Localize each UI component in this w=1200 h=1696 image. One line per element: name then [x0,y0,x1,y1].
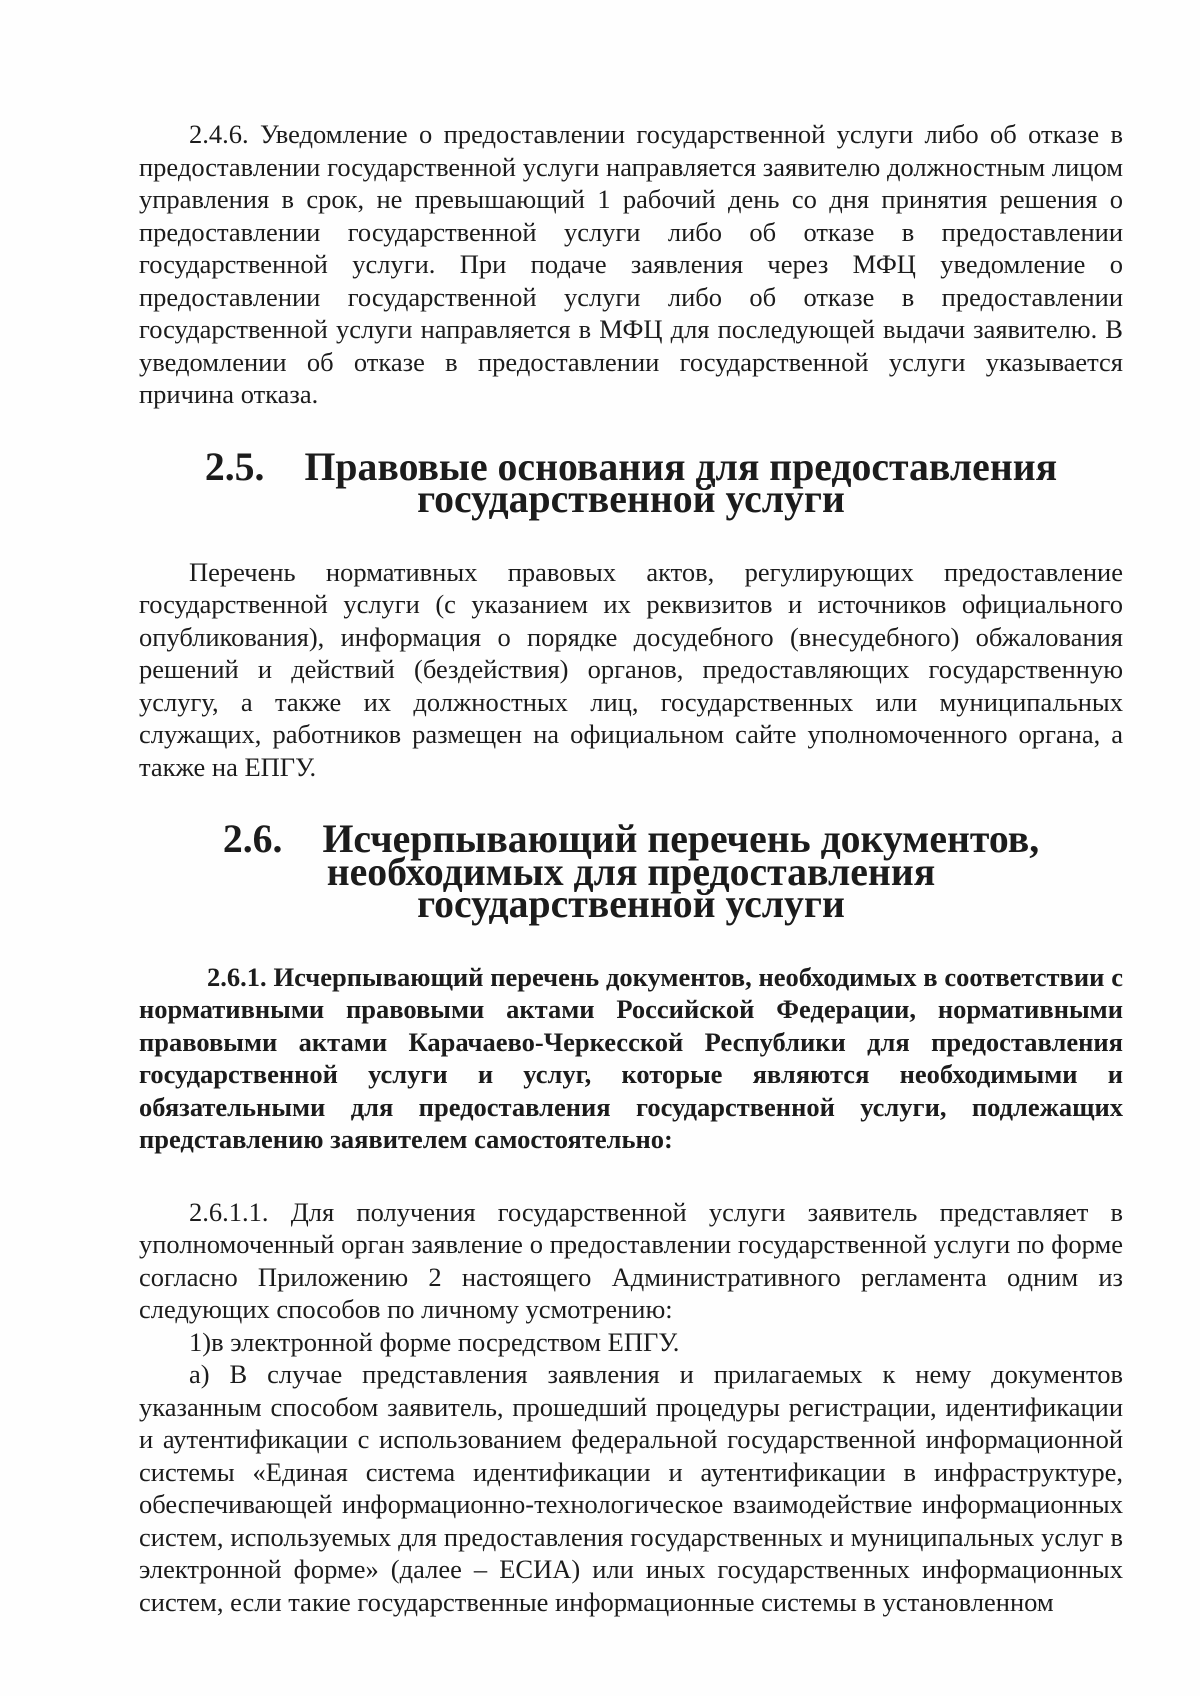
section-number: 2.6. [222,817,283,861]
paragraph-2-4-6: 2.4.6. Уведомление о предоставлении государственной услуги либо об отказе в предоставлении государственной услуги направляется заявителю должностным лицом управления в срок, не превышающий 1 рабочий день со дня принятия решения о предоставлении государственной услуги либо об отказе в предоставлении государственной услуги. При подаче заявления через МФЦ уведомление о предоставлении государственной услуги либо об отказе в предоставлении государственной услуги направляется в МФЦ для последующей выдачи заявителю. В уведомлении об отказе в предоставлении государственной услуги указывается причина отказа. [139,119,1123,409]
section-heading-2-5 [139,444,1123,521]
paragraph-2-5: Перечень нормативных правовых актов, регулирующих предоставление государственной услуги (с указанием их реквизитов и источников официального опубликования), информация о порядке досудебного (внесудебного) обжалования решений и действий (бездействия) органов, предоставляющих государственную услугу, а также их должностных лиц, государственных или муниципальных служащих, работников размещен на официальном сайте уполномоченного органа, а также на ЕПГУ. [139,556,1123,782]
document-body [139,118,1123,1618]
paragraph-2-6-1: 2.6.1. Исчерпывающий перечень документов, необходимых в соответствии с нормативными правовыми актами Российской Федерации, нормативными правовыми актами Карачаево-Черкесской Республики для предоставления государственной услуги и услуг, которые являются необходимыми и обязательными для предоставления государственной услуги, подлежащих представлению заявителем самостоятельно: [139,961,1123,1154]
list-item-a: а) В случае представления заявления и прилагаемых к нему документов указанным способом заявитель, прошедший процедуры регистрации, идентификации и аутентификации с использованием федеральной государственной информационной системы «Единая система идентификации и аутентификации в инфраструктуре, обеспечивающей информационно-технологическое взаимодействие информационных систем, используемых для предоставления государственных и муниципальных услуг в электронной форме» (далее – ЕСИА) или иных государственных информационных систем, если такие государственные информационные системы в установленном [139,1359,1123,1617]
paragraph-2-6-1-1: 2.6.1.1. Для получения государственной услуги заявитель представляет в уполномоченный орган заявление о предоставлении государственной услуги по форме согласно Приложению 2 настоящего Административного регламента одним из следующих способов по личному усмотрению: [139,1196,1123,1324]
section-title: Исчерпывающий перечень документов, необходимых для предоставления государственной услуги [322,817,1040,926]
section-number: 2.5. [204,444,265,489]
section-title: Правовые основания для предоставления государственной услуги [304,444,1058,521]
section-heading-2-6 [139,817,1123,926]
list-item-1: 1)в электронной форме посредством ЕПГУ. [189,1326,680,1357]
